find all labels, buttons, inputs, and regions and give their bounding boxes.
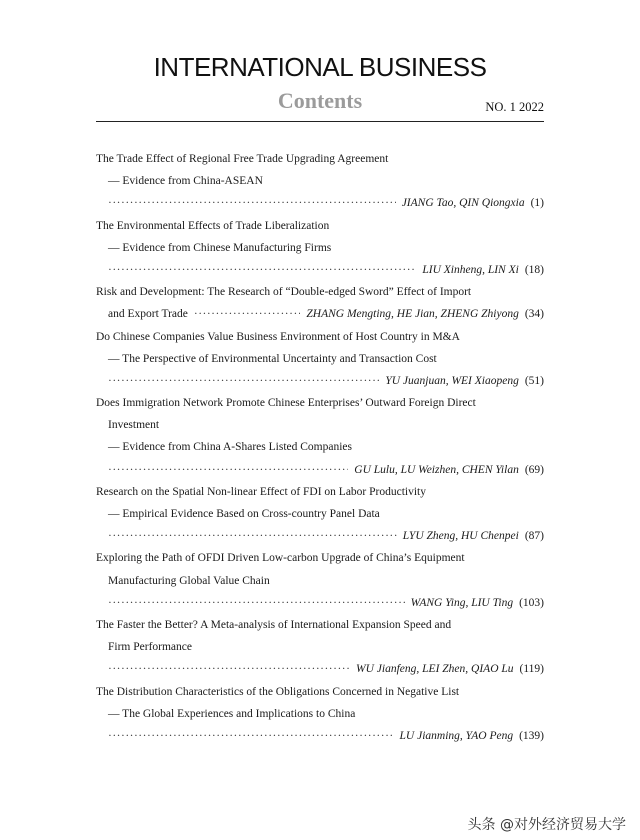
- entry-page-number: (18): [524, 263, 544, 276]
- toc-entry[interactable]: [96, 547, 544, 614]
- entry-subtitle-line: Manufacturing Global Value Chain: [108, 574, 270, 587]
- entry-authors: LYU Zheng, HU Chenpei: [402, 530, 519, 543]
- entry-author-row: [96, 525, 544, 547]
- entry-subtitle-line: — The Global Experiences and Implications to China: [108, 707, 356, 720]
- entry-page-number: (69): [524, 463, 544, 476]
- entry-title-line: Do Chinese Companies Value Business Environment of Host Country in M&A: [96, 330, 460, 343]
- toc-entry[interactable]: [96, 392, 544, 481]
- entry-subtitle-line: — Evidence from China-ASEAN: [108, 175, 263, 188]
- entry-page-number: (51): [524, 374, 544, 387]
- toc-entry[interactable]: [96, 614, 544, 681]
- watermark: 头条 @对外经济贸易大学: [467, 817, 626, 833]
- contents-heading: Contents: [277, 88, 363, 113]
- entry-author-row: [96, 192, 544, 214]
- entry-title-line: The Environmental Effects of Trade Liberalization: [96, 219, 330, 232]
- entry-page-number: (34): [524, 308, 544, 321]
- dot-leader: [108, 725, 394, 747]
- entry-title-line: Does Immigration Network Promote Chinese Enterprises’ Outward Foreign Direct: [96, 397, 476, 410]
- entry-page-number: (139): [519, 729, 544, 742]
- dot-leader: [108, 259, 416, 281]
- dot-leader: [108, 459, 348, 481]
- entry-authors: YU Juanjuan, WEI Xiaopeng: [385, 374, 519, 387]
- entry-authors: ZHANG Mengting, HE Jian, ZHENG Zhiyong: [306, 308, 519, 321]
- entry-subtitle-line: Investment: [108, 419, 160, 432]
- toc-entry[interactable]: [96, 681, 544, 748]
- entry-title-continuation: and Export Trade: [108, 308, 188, 321]
- entry-page-number: (103): [519, 596, 544, 609]
- header-rule: [96, 121, 544, 122]
- entry-authors: WU Jianfeng, LEI Zhen, QIAO Lu: [356, 663, 514, 676]
- entry-authors: LIU Xinheng, LIN Xi: [422, 263, 519, 276]
- dot-leader: [108, 658, 350, 680]
- dot-leader: [108, 592, 405, 614]
- entry-title-line: The Trade Effect of Regional Free Trade Upgrading Agreement: [96, 153, 389, 165]
- toc-entry[interactable]: [96, 215, 544, 282]
- toc-entry[interactable]: [96, 481, 544, 548]
- entry-author-row: [96, 592, 544, 614]
- entry-title-line: Risk and Development: The Research of “Double-edged Sword” Effect of Import: [96, 286, 472, 299]
- entry-authors: JIANG Tao, QIN Qiongxia: [401, 197, 525, 210]
- entry-author-row: [96, 370, 544, 392]
- toc-entry[interactable]: [96, 281, 544, 325]
- entry-page-number: (87): [524, 530, 544, 543]
- issue-number: NO. 1 2022: [485, 100, 544, 114]
- dot-leader: [108, 192, 396, 214]
- entry-page-number: (1): [530, 197, 544, 210]
- entry-title-line: The Faster the Better? A Meta-analysis of International Expansion Speed and: [96, 618, 452, 631]
- journal-title: INTERNATIONAL BUSINESS: [153, 52, 487, 82]
- entry-subtitle-line: — Empirical Evidence Based on Cross-country Panel Data: [108, 508, 380, 520]
- entry-author-row: [96, 459, 544, 481]
- toc-entry[interactable]: [96, 148, 544, 215]
- entry-author-row: [96, 259, 544, 281]
- entry-title-line: The Distribution Characteristics of the Obligations Concerned in Negative List: [96, 685, 460, 698]
- entry-title-line: Research on the Spatial Non-linear Effect of FDI on Labor Productivity: [96, 485, 427, 498]
- entry-authors: WANG Ying, LIU Ting: [410, 596, 514, 609]
- entry-author-row: [96, 658, 544, 680]
- entry-authors: GU Lulu, LU Weizhen, CHEN Yilan: [354, 463, 519, 476]
- entry-authors: LU Jianming, YAO Peng: [399, 729, 514, 742]
- table-of-contents: [96, 148, 544, 747]
- entry-page-number: (119): [519, 663, 544, 676]
- entry-author-row: [96, 725, 544, 747]
- dot-leader: [108, 370, 379, 392]
- entry-subtitle-line: — Evidence from Chinese Manufacturing Firms: [108, 241, 332, 254]
- entry-subtitle-line: — Evidence from China A-Shares Listed Companies: [108, 441, 353, 454]
- entry-subtitle-line: Firm Performance: [108, 641, 192, 654]
- dot-leader: [194, 303, 301, 325]
- entry-title-line: Exploring the Path of OFDI Driven Low-carbon Upgrade of China’s Equipment: [96, 552, 465, 565]
- entry-author-row: [96, 303, 544, 325]
- toc-entry[interactable]: [96, 326, 544, 393]
- dot-leader: [108, 525, 397, 547]
- entry-subtitle-line: — The Perspective of Environmental Uncertainty and Transaction Cost: [108, 352, 437, 365]
